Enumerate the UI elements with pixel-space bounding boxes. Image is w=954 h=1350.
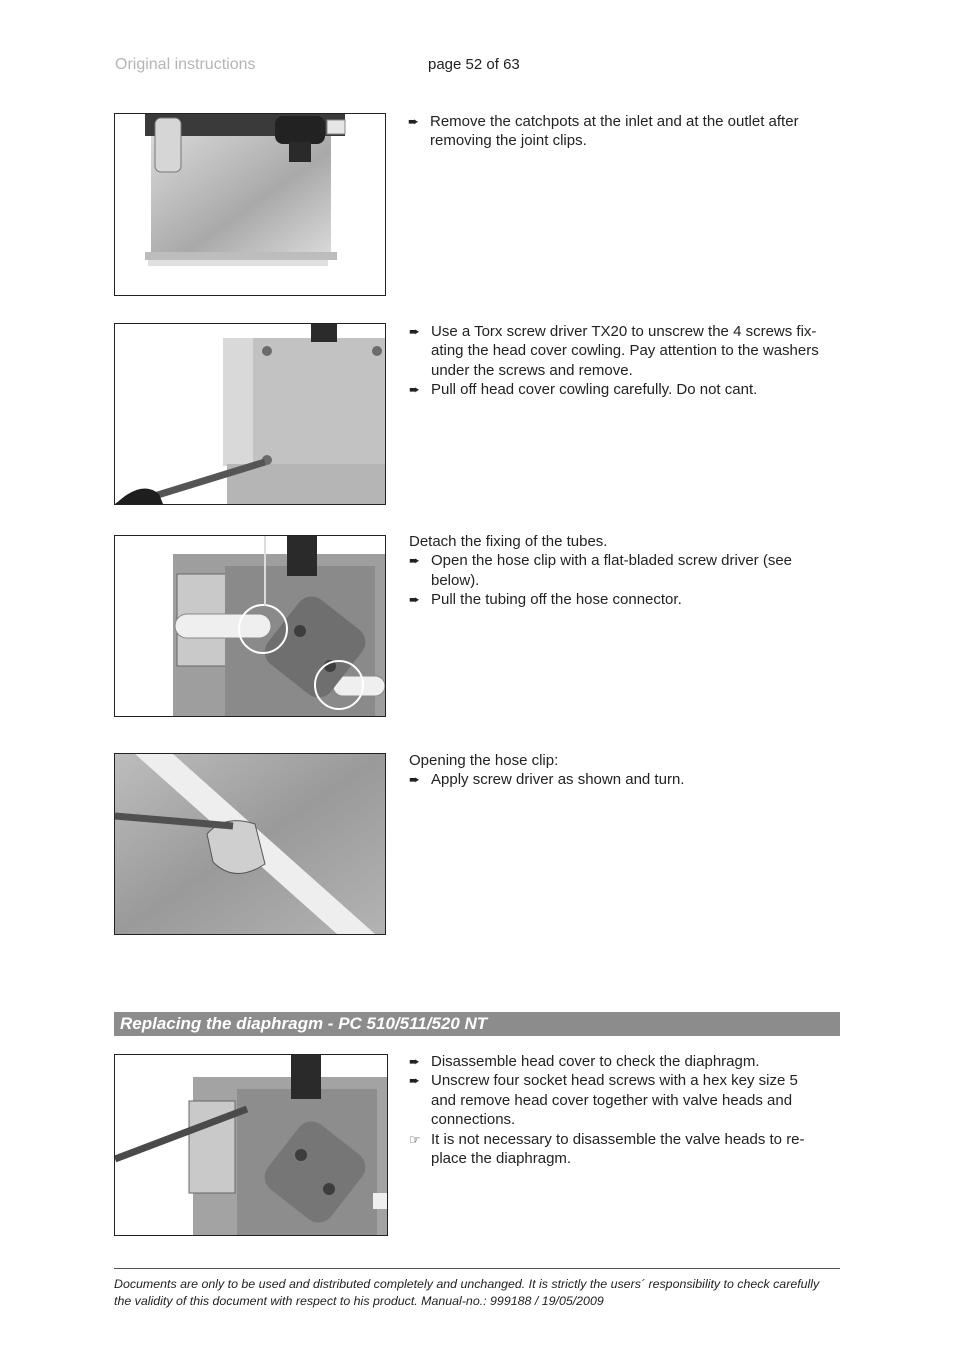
arrow-icon: ➨ [408, 114, 419, 129]
instruction-block-4 [409, 751, 840, 790]
instruction-item [409, 1052, 840, 1071]
instruction-line: below). [431, 571, 480, 589]
instruction-item [409, 1130, 840, 1169]
instruction-line: Use a Torx screw driver TX20 to unscrew the 4 screws fix- [431, 323, 817, 340]
instruction-block-2 [409, 322, 840, 400]
instruction-item [408, 112, 839, 151]
instruction-item [409, 380, 840, 399]
instruction-item [409, 590, 840, 609]
instruction-line: connections. [431, 1111, 516, 1129]
instruction-line: removing the joint clips. [430, 132, 587, 150]
footer-line: the validity of this document with respect to his product. Manual-no.: 999188 / 19/05/2009 [114, 1293, 604, 1308]
instruction-line: It is not necessary to disassemble the valve heads to re- [431, 1130, 805, 1148]
instruction-line: Open the hose clip with a flat-bladed screw driver (see [431, 552, 793, 570]
photo-catchpots [114, 113, 386, 296]
instruction-block-3 [409, 532, 840, 610]
instruction-intro: Detach the fixing of the tubes. [409, 533, 608, 550]
arrow-icon: ➨ [409, 1073, 420, 1089]
arrow-icon: ➨ [409, 324, 420, 339]
instruction-line: under the screws and remove. [431, 361, 633, 379]
instruction-block-1 [408, 112, 839, 151]
photo-diaphragm-head-cover [114, 1054, 388, 1236]
instruction-line: Apply screw driver as shown and turn. [431, 771, 685, 789]
instruction-item [409, 770, 840, 789]
instruction-line: Remove the catchpots at the inlet and at the outlet after [430, 113, 799, 130]
instruction-block-5 [409, 1052, 840, 1168]
arrow-icon: ➨ [409, 772, 420, 788]
instruction-line: Pull off head cover cowling carefully. Do not cant. [431, 381, 758, 399]
instruction-line: ating the head cover cowling. Pay attention to the washers [431, 342, 819, 360]
instruction-item [409, 1071, 840, 1129]
arrow-icon: ➨ [409, 382, 420, 398]
pointing-hand-icon: ☞ [409, 1131, 421, 1147]
instruction-intro: Opening the hose clip: [409, 752, 559, 769]
instruction-item [409, 322, 840, 380]
footer-line: Documents are only to be used and distributed completely and unchanged. It is strictly the users´ responsibility to check carefully [114, 1277, 820, 1291]
photo-hose-clip [114, 753, 386, 935]
header-label: Original instructions [115, 56, 256, 73]
arrow-icon: ➨ [409, 1054, 420, 1069]
instruction-line: and remove head cover together with valve heads and [431, 1091, 793, 1109]
footer-divider [114, 1268, 840, 1269]
instruction-item [409, 551, 840, 590]
arrow-icon: ➨ [409, 592, 420, 608]
footer-notice [114, 1276, 842, 1309]
instruction-line: Disassemble head cover to check the diaphragm. [431, 1053, 760, 1070]
instruction-line: place the diaphragm. [431, 1150, 572, 1168]
page-number: page 52 of 63 [428, 56, 520, 73]
photo-head-cover-cowling [114, 323, 386, 505]
instruction-line: Pull the tubing off the hose connector. [431, 591, 682, 609]
photo-tube-fixings [114, 535, 386, 717]
arrow-icon: ➨ [409, 553, 420, 569]
section-heading: Replacing the diaphragm - PC 510/511/520 NT [114, 1012, 840, 1036]
instruction-line: Unscrew four socket head screws with a hex key size 5 [431, 1072, 798, 1090]
